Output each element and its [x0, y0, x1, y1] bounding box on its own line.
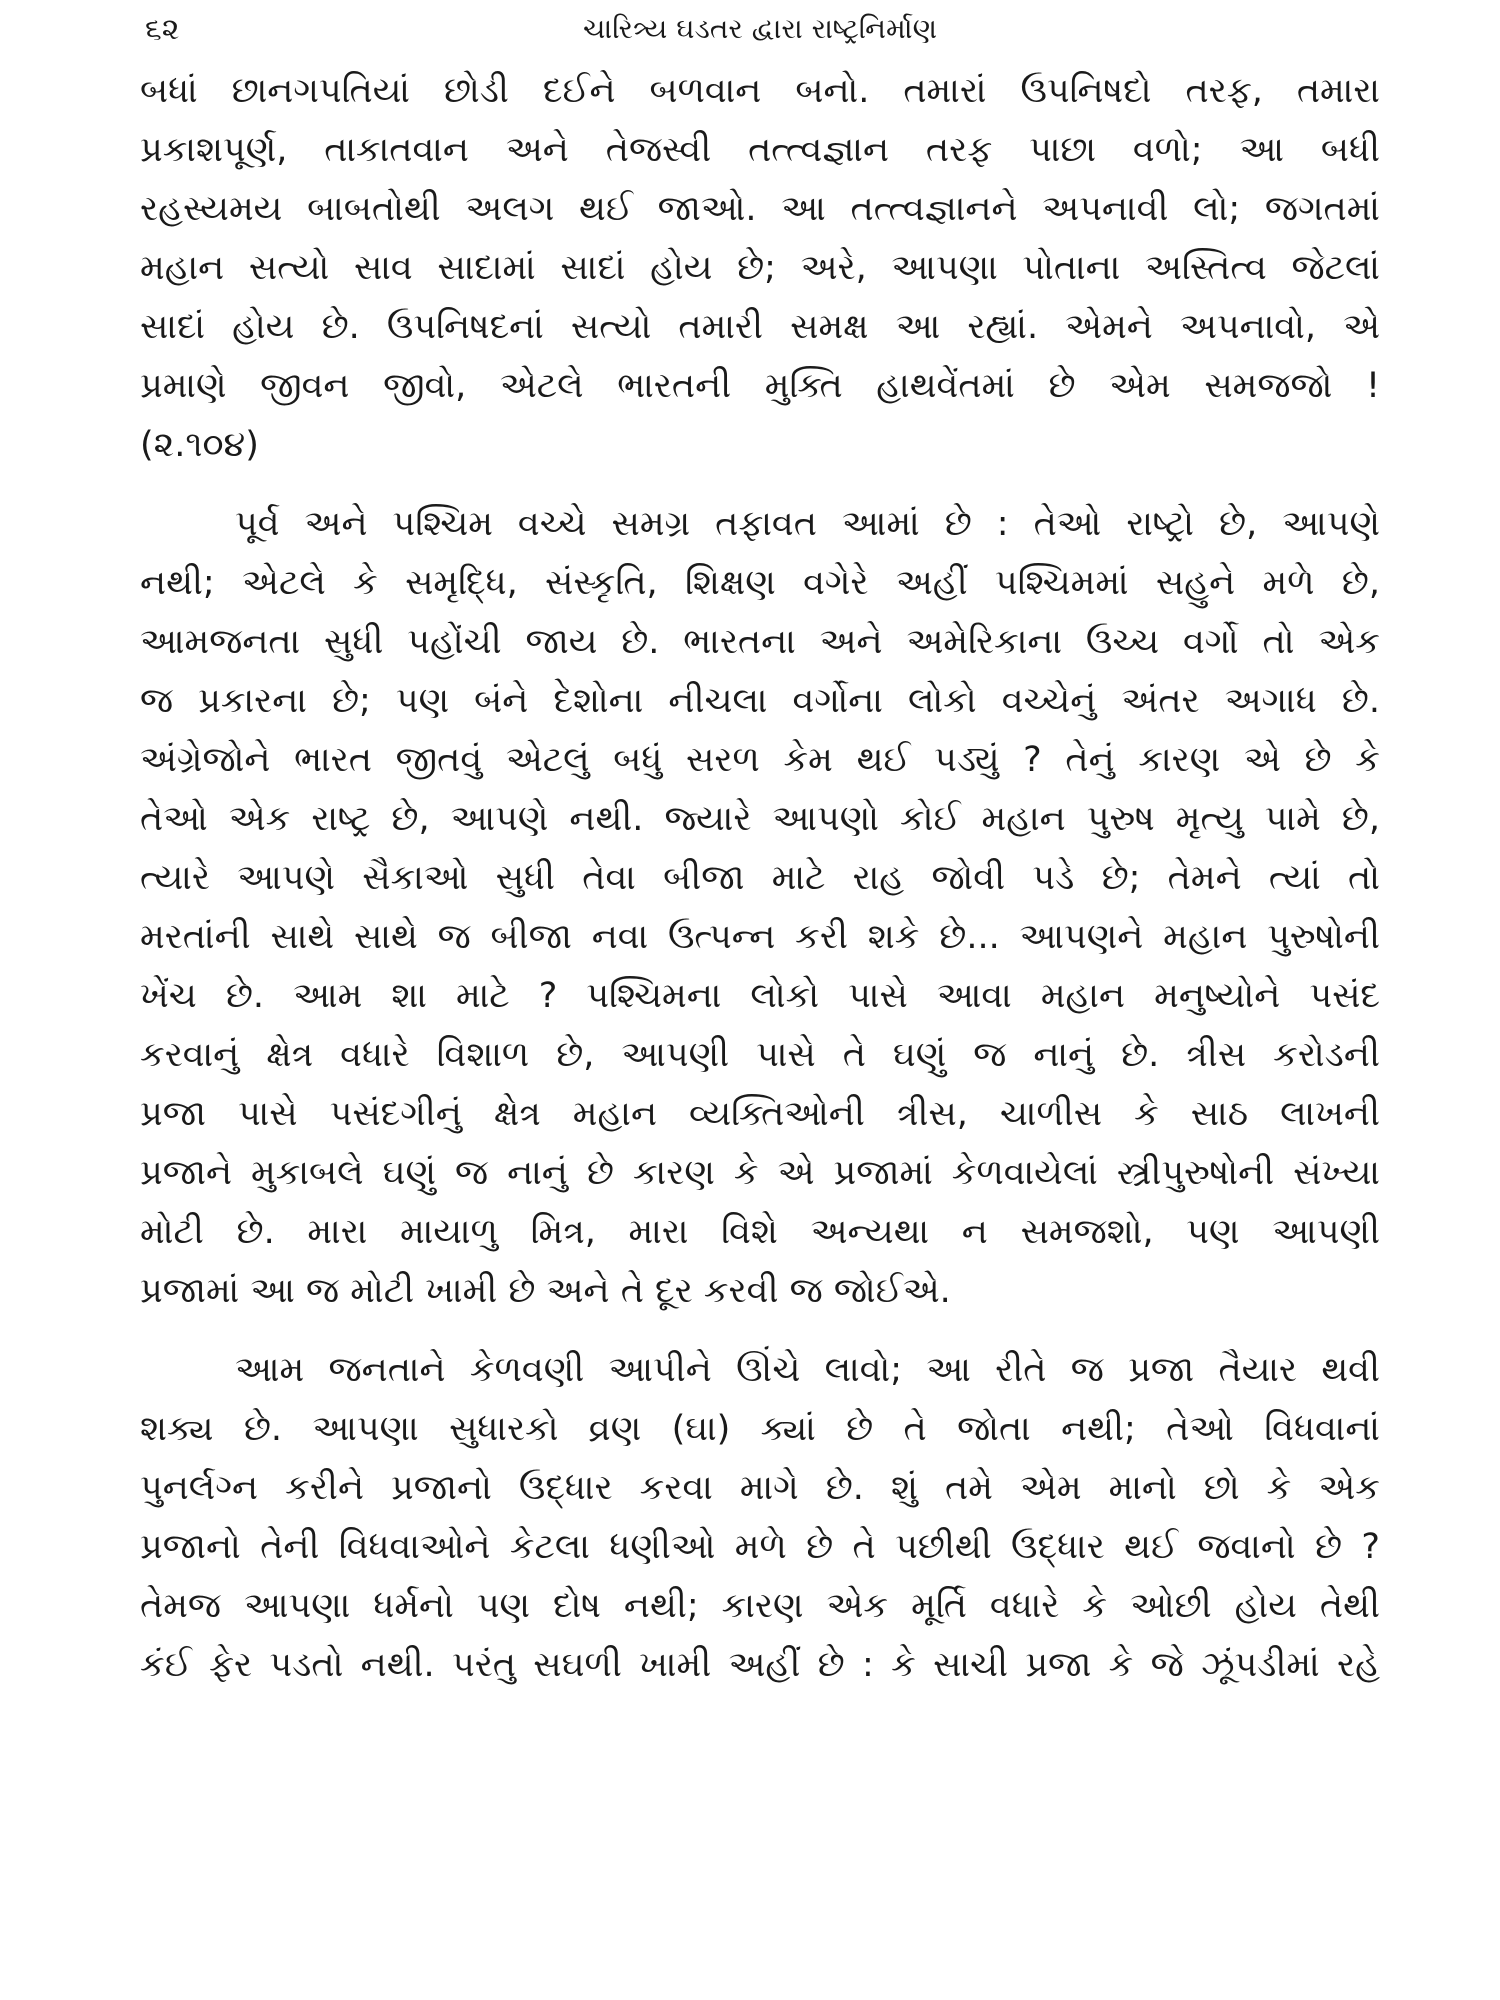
text-line: આમ જનતાને કેળવણી આપીને ઊંચે લાવો; આ રીતે જ પ્રજા તૈયાર થવી	[235, 1350, 1380, 1390]
paragraph-gap	[140, 1321, 1380, 1341]
text-line: મોટી છે. મારા માયાળુ મિત્ર, મારા વિશે અન્યથા ન સમજશો, પણ આપણી	[140, 1212, 1380, 1252]
paragraph-3	[140, 1341, 1380, 1695]
text-line: પ્રમાણે જીવન જીવો, એટલે ભારતની મુક્તિ હાથવેંતમાં છે એમ સમજજો !	[140, 366, 1380, 406]
text-line: ત્યારે આપણે સૈકાઓ સુધી તેવા બીજા માટે રાહ જોવી પડે છે; તેમને ત્યાં તો	[140, 858, 1380, 898]
page-number: ૬૨	[145, 12, 180, 47]
running-title: ચારિત્ર્ય ઘડતર દ્વારા રાષ્ટ્રનિર્માણ	[582, 12, 938, 45]
text-line: પ્રકાશપૂર્ણ, તાકાતવાન અને તેજસ્વી તત્ત્વજ્ઞાન તરફ પાછા વળો; આ બધી	[140, 130, 1380, 170]
text-line: શક્ય છે. આપણા સુધારકો વ્રણ (ઘા) ક્યાં છે તે જોતા નથી; તેઓ વિધવાનાં	[140, 1409, 1380, 1449]
text-line: પ્રજામાં આ જ મોટી ખામી છે અને તે દૂર કરવી જ જોઈએ.	[140, 1271, 951, 1311]
text-line: આમજનતા સુધી પહોંચી જાય છે. ભારતના અને અમેરિકાના ઉચ્ચ વર્ગો તો એક	[140, 622, 1380, 662]
text-line: ખેંચ છે. આમ શા માટે ? પશ્ચિમના લોકો પાસે આવા મહાન મનુષ્યોને પસંદ	[140, 976, 1380, 1016]
text-line: બધાં છાનગપતિયાં છોડી દઈને બળવાન બનો. તમારાં ઉપનિષદો તરફ, તમારા	[140, 71, 1380, 111]
text-line: રહસ્યમય બાબતોથી અલગ થઈ જાઓ. આ તત્ત્વજ્ઞાનને અપનાવી લો; જગતમાં	[140, 189, 1380, 229]
text-line: પુનર્લગ્ન કરીને પ્રજાનો ઉદ્ધાર કરવા માગે છે. શું તમે એમ માનો છો કે એક	[140, 1468, 1380, 1508]
body-text	[140, 62, 1380, 1695]
paragraph-1	[140, 62, 1380, 475]
text-line: તેમજ આપણા ધર્મનો પણ દોષ નથી; કારણ એક મૂર્તિ વધારે કે ઓછી હોય તેથી	[140, 1586, 1380, 1626]
text-line: સાદાં હોય છે. ઉપનિષદનાં સત્યો તમારી સમક્ષ આ રહ્યાં. એમને અપનાવો, એ	[140, 307, 1380, 347]
text-line: કંઈ ફેર પડતો નથી. પરંતુ સઘળી ખામી અહીં છે : કે સાચી પ્રજા કે જે ઝૂંપડીમાં રહે	[140, 1645, 1380, 1685]
text-line: મરતાંની સાથે સાથે જ બીજા નવા ઉત્પન્ન કરી શકે છે... આપણને મહાન પુરુષોની	[140, 917, 1380, 957]
text-line: મહાન સત્યો સાવ સાદામાં સાદાં હોય છે; અરે, આપણા પોતાના અસ્તિત્વ જેટલાં	[140, 248, 1380, 288]
text-line: તેઓ એક રાષ્ટ્ર છે, આપણે નથી. જ્યારે આપણો કોઈ મહાન પુરુષ મૃત્યુ પામે છે,	[140, 799, 1380, 839]
citation-reference: (૨.૧૦૪)	[140, 425, 259, 465]
paragraph-2	[140, 495, 1380, 1321]
text-line: પ્રજાનો તેની વિધવાઓને કેટલા ધણીઓ મળે છે તે પછીથી ઉદ્ધાર થઈ જવાનો છે ?	[140, 1527, 1380, 1567]
paragraph-gap	[140, 475, 1380, 495]
text-line: પ્રજા પાસે પસંદગીનું ક્ષેત્ર મહાન વ્યક્તિઓની ત્રીસ, ચાળીસ કે સાઠ લાખની	[140, 1094, 1380, 1134]
text-line: અંગ્રેજોને ભારત જીતવું એટલું બધું સરળ કેમ થઈ પડ્યું ? તેનું કારણ એ છે કે	[140, 740, 1380, 780]
page-header	[140, 8, 1380, 58]
text-line: કરવાનું ક્ષેત્ર વધારે વિશાળ છે, આપણી પાસે તે ઘણું જ નાનું છે. ત્રીસ કરોડની	[140, 1035, 1380, 1075]
text-line: જ પ્રકારના છે; પણ બંને દેશોના નીચલા વર્ગોના લોકો વચ્ચેનું અંતર અગાધ છે.	[140, 681, 1380, 721]
text-line: પૂર્વ અને પશ્ચિમ વચ્ચે સમગ્ર તફાવત આમાં છે : તેઓ રાષ્ટ્રો છે, આપણે	[235, 504, 1380, 544]
text-line: પ્રજાને મુકાબલે ઘણું જ નાનું છે કારણ કે એ પ્રજામાં કેળવાયેલાં સ્ત્રીપુરુષોની સંખ્યા	[140, 1153, 1380, 1193]
text-line: નથી; એટલે કે સમૃદ્ધિ, સંસ્કૃતિ, શિક્ષણ વગેરે અહીં પશ્ચિમમાં સહુને મળે છે,	[140, 563, 1380, 603]
